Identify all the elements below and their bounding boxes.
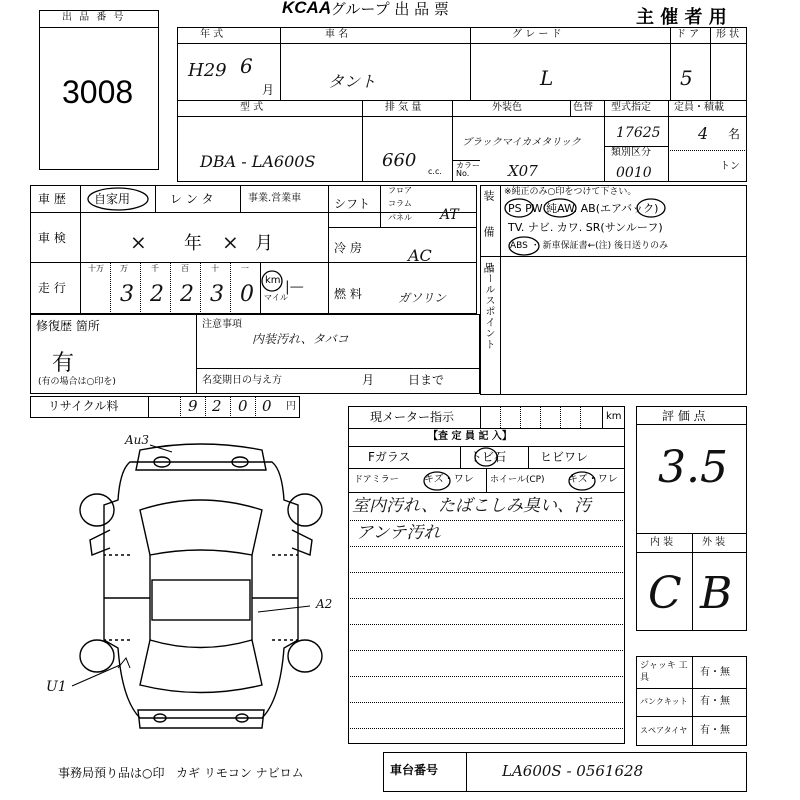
year-value: H29 [188, 60, 227, 81]
recycle-digit: 2 [212, 397, 222, 415]
damage-mark-front: Au3 [125, 433, 150, 447]
recycle-digit: 9 [188, 397, 198, 415]
inspection-year-value: × [130, 230, 147, 254]
body-type-label: 形 状 [716, 29, 740, 40]
mileage-unit-100k: 十万 [88, 264, 104, 273]
damage-mark-side: A2 [316, 597, 333, 611]
mileage-unit-100: 百 [181, 264, 189, 273]
notes-value: 内装汚れ、タバコ [252, 332, 349, 346]
inspector-label: 【査 定 員 記 入】 [428, 431, 512, 442]
meter-unit: km [606, 411, 622, 422]
shift-column: コラム [388, 199, 412, 208]
sales-point-label: セールスポイント [483, 262, 494, 350]
repair-value: 有 [52, 351, 75, 376]
shift-floor: フロア [388, 186, 412, 195]
grade-label: グ レ ー ド [512, 29, 562, 40]
color-number-value: X07 [508, 162, 538, 180]
repair-note: (有の場合は○印を) [38, 377, 116, 387]
mileage-label: 走 行 [38, 281, 66, 295]
lot-number: 3008 [62, 74, 134, 110]
chassis-label: 車台番号 [390, 763, 439, 777]
doors-label: ド ア [676, 29, 700, 40]
load-unit: トン [720, 161, 740, 172]
exterior-value: B [700, 568, 733, 619]
mileage-digit: 2 [150, 282, 164, 307]
mileage-unit-10: 十 [211, 264, 219, 273]
color-value: ブラックマイカメタリック [462, 137, 581, 148]
recycle-label: リサイクル料 [48, 399, 119, 413]
mileage-km: km [265, 275, 281, 286]
inspector-comment-1: 室内汚れ、たばこしみ臭い、汚 [352, 496, 592, 516]
mileage-mile: マイル [264, 293, 288, 302]
interior-value: C [648, 568, 682, 619]
model-value: DBA - LA600S [200, 152, 316, 171]
glass-crack: ヒビワレ [540, 450, 589, 464]
tool-spare-label: スペアタイヤ [640, 726, 688, 735]
ac-value: AC [408, 246, 432, 265]
ac-label: 冷 房 [334, 241, 362, 255]
car-name-value: タント [328, 72, 377, 91]
tool-puncture-value: 有・無 [700, 696, 730, 707]
name-change-month: 月 [362, 373, 375, 387]
class-label: 類別区分 [611, 147, 651, 158]
recycle-unit: 円 [286, 401, 296, 412]
equipment-line2: TV. ナビ. カワ. SR(サンルーフ) [508, 221, 663, 234]
score-label: 評 価 点 [662, 409, 706, 423]
mileage-km-mark: |— [285, 279, 304, 295]
history-private: 自家用 [94, 192, 131, 206]
recycle-digit: 0 [238, 397, 248, 415]
fuel-label: 燃 料 [334, 287, 362, 301]
inspection-label: 車 検 [38, 231, 66, 245]
class-value: 0010 [616, 165, 652, 181]
wheel-label: ホイール(CP) [490, 475, 545, 485]
mileage-unit-1k: 千 [151, 264, 159, 273]
keys-note: 事務局預り品は○印 [58, 766, 165, 780]
logo: KCAA [282, 0, 332, 17]
tool-puncture-label: パンクキット [640, 697, 688, 706]
wheel-options: キズ・ワレ [568, 474, 618, 485]
shift-value: AT [440, 207, 459, 223]
equipment-note: ※純正のみ○印をつけて下さい。 [504, 187, 637, 197]
capacity-value: 4 [698, 124, 709, 143]
mileage-digit: 3 [210, 282, 224, 307]
displacement-unit: c.c. [428, 167, 442, 176]
form-title: .グループ 出 品 票 [326, 0, 449, 18]
mileage-digit: 3 [120, 282, 134, 307]
year-label: 年 式 [200, 29, 224, 40]
color-change-label: 色替 [573, 102, 593, 113]
equipment-line1: PS PW 純AW. AB(エアバック) [508, 202, 659, 215]
interior-label: 内 装 [650, 537, 674, 548]
color-number-label: カラー No. [456, 161, 480, 178]
mileage-digit: 2 [180, 282, 194, 307]
grade-value: L [540, 66, 554, 90]
shift-label: シフト [334, 197, 371, 211]
equipment-label: 装 備 品 [482, 190, 495, 279]
inspection-month-value: × [222, 230, 239, 254]
name-change-label: 名変期日の与え方 [202, 375, 282, 386]
displacement-value: 660 [382, 150, 417, 171]
car-name-label: 車 名 [325, 29, 349, 40]
history-label: 車 歴 [38, 192, 66, 206]
glass-chip: トビ石 [470, 450, 507, 464]
score-value: 3.5 [658, 442, 728, 493]
spec-value: 17625 [616, 125, 661, 141]
damage-mark-rear: U1 [46, 679, 67, 695]
held-items: カギ リモコン ナビロム [176, 766, 304, 780]
tool-jack-value: 有・無 [700, 667, 730, 678]
history-rental: レ ン タ [170, 192, 214, 206]
capacity-label: 定員・積載 [674, 102, 724, 113]
spec-label: 型式指定 [611, 102, 651, 113]
recycle-digit: 0 [262, 397, 272, 415]
doors-value: 5 [680, 66, 693, 90]
color-label: 外装色 [492, 102, 522, 113]
month-value: 6 [240, 54, 253, 78]
fuel-value: ガソリン [398, 291, 447, 305]
month-unit: 月 [262, 83, 275, 97]
meter-label: 現メーター指示 [370, 410, 455, 424]
chassis-value: LA600S - 0561628 [502, 762, 644, 780]
exterior-label: 外 装 [702, 537, 726, 548]
tool-jack-label: ジャッキ 工 具 [640, 661, 688, 683]
name-change-day: 日まで [408, 373, 445, 387]
equipment-line3: ABS ・ 新車保証書←(注) 後日送りのみ [510, 241, 669, 251]
mileage-digit: 0 [240, 282, 254, 307]
model-label: 型 式 [240, 102, 264, 113]
notes-label: 注意事項 [202, 319, 242, 330]
inspector-comment-2: アンテ汚れ [356, 523, 441, 543]
glass-label: Fガラス [368, 450, 411, 464]
inspection-year-unit: 年 [184, 233, 202, 254]
repair-label: 修復歴 箇所 [36, 319, 100, 333]
inspection-month-unit: 月 [255, 233, 273, 254]
tool-spare-value: 有・無 [700, 725, 730, 736]
displacement-label: 排 気 量 [385, 102, 422, 113]
capacity-unit: 名 [728, 127, 741, 141]
mileage-unit-10k: 万 [120, 264, 128, 273]
mirror-label: ドアミラー [354, 475, 399, 485]
history-business: 事業.営業車 [248, 193, 302, 204]
shift-panel: パネル [388, 213, 412, 222]
mileage-unit-1: 一 [241, 264, 249, 273]
organizer-label: 主 催 者 用 [636, 7, 727, 28]
lot-number-label: 出 品 番 号 [62, 12, 126, 23]
mirror-options: キズ・ワレ [424, 474, 474, 485]
